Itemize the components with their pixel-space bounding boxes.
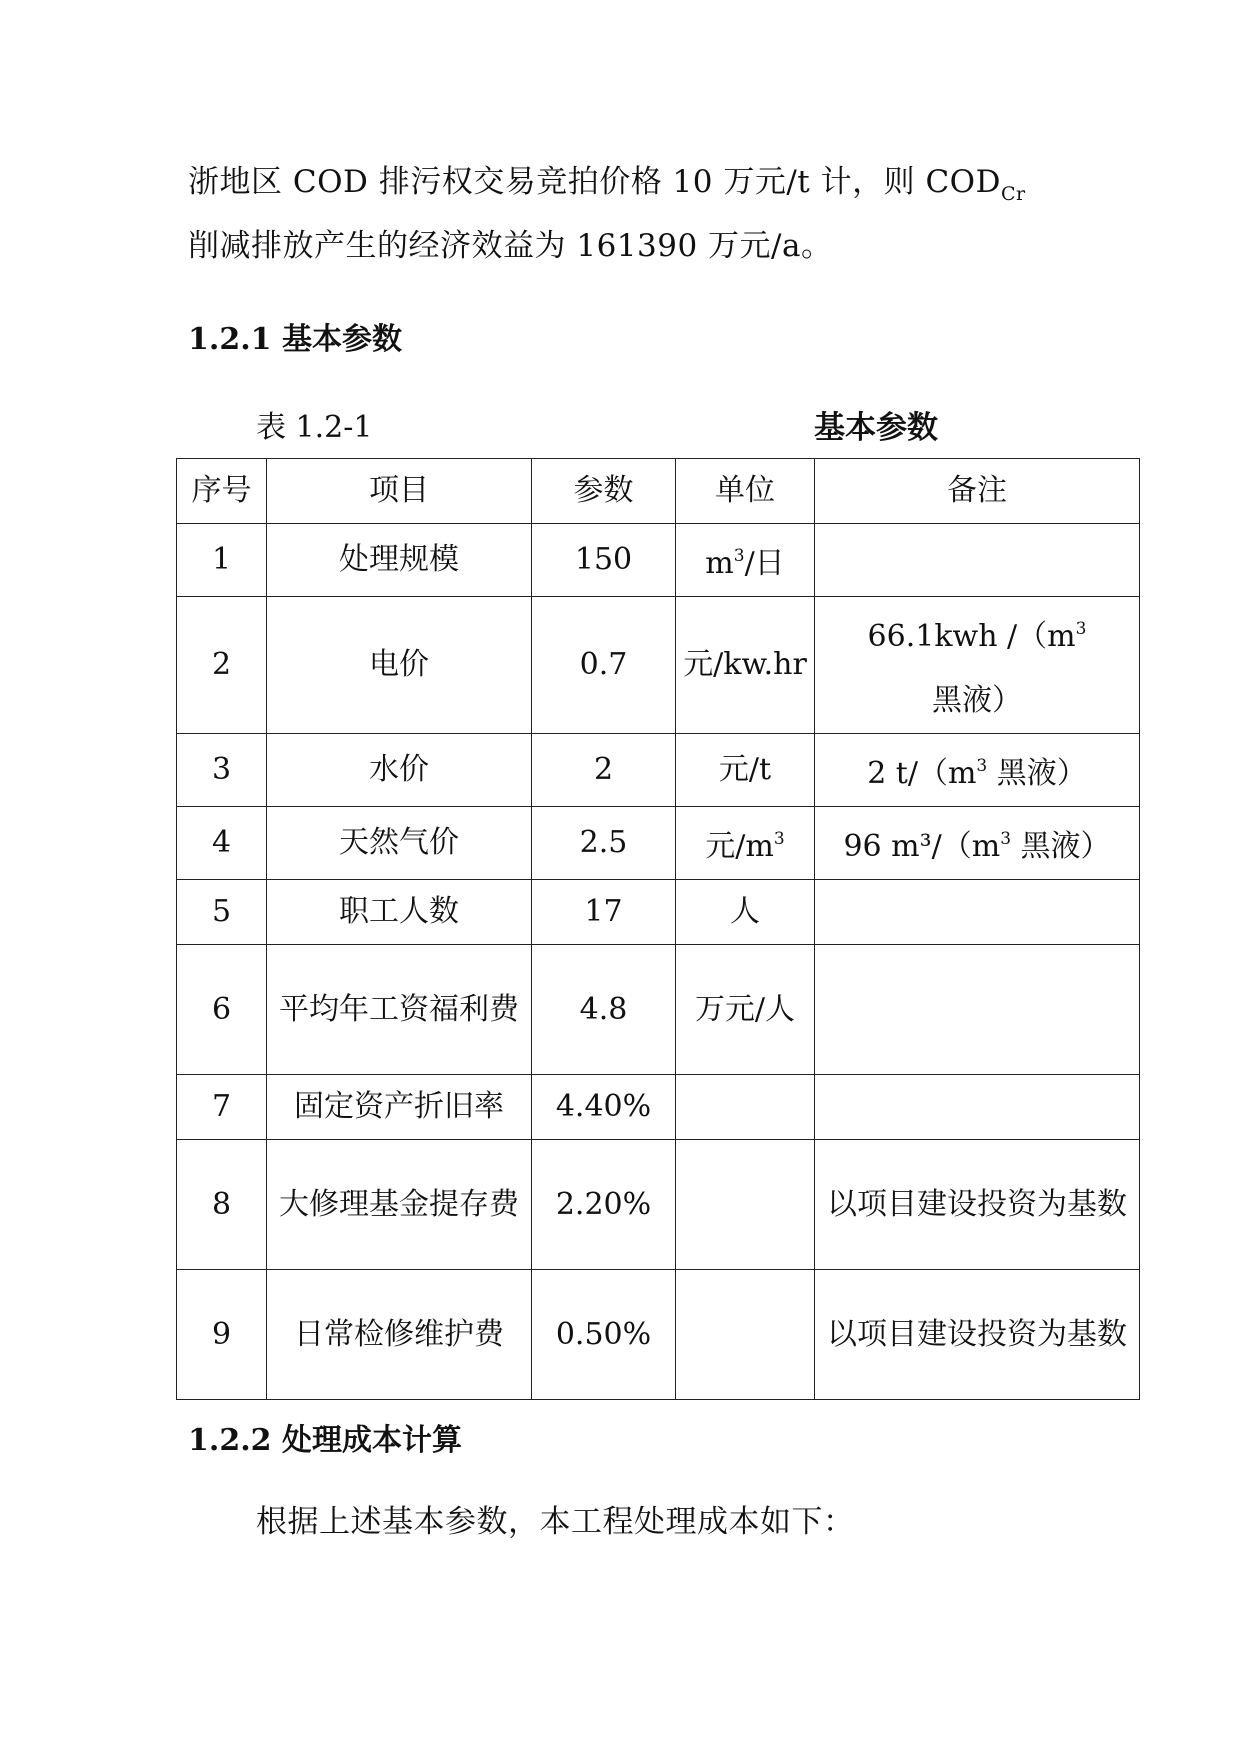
cod-subscript: Cr bbox=[1000, 183, 1026, 205]
note-text: 96 m³/（m bbox=[843, 829, 1001, 864]
cell-unit: 元/t bbox=[676, 734, 815, 807]
table-row bbox=[177, 597, 1140, 734]
cell-no: 4 bbox=[177, 807, 267, 880]
table-caption-title: 基本参数 bbox=[814, 410, 938, 446]
cell-no: 9 bbox=[177, 1270, 267, 1400]
cell-no: 1 bbox=[177, 524, 267, 597]
cell-no: 2 bbox=[177, 597, 267, 734]
cell-note: 以项目建设投资为基数 bbox=[815, 1270, 1140, 1400]
cell-note bbox=[815, 524, 1140, 597]
paragraph-line-2: 削减排放产生的经济效益为 161390 万元/a。 bbox=[188, 228, 833, 264]
cell-value: 4.40% bbox=[532, 1075, 676, 1140]
cell-unit bbox=[676, 524, 815, 597]
note-text-post: 黑液） bbox=[1011, 829, 1111, 864]
table-row bbox=[177, 945, 1140, 1075]
header-cell: 单位 bbox=[676, 459, 815, 524]
cell-unit bbox=[676, 1140, 815, 1270]
unit-text: m bbox=[705, 546, 734, 581]
note-text-post: 黑液） bbox=[932, 683, 1022, 718]
unit-superscript: 3 bbox=[733, 546, 745, 566]
note-superscript: 3 bbox=[1000, 829, 1012, 849]
cell-value: 0.50% bbox=[532, 1270, 676, 1400]
table-row bbox=[177, 734, 1140, 807]
unit-superscript: 3 bbox=[773, 829, 785, 849]
cell-unit: 万元/人 bbox=[676, 945, 815, 1075]
unit-text-post: /日 bbox=[744, 546, 785, 581]
cell-note bbox=[815, 945, 1140, 1075]
cell-value: 0.7 bbox=[532, 597, 676, 734]
table-row bbox=[177, 1140, 1140, 1270]
cell-value: 4.8 bbox=[532, 945, 676, 1075]
cell-no: 3 bbox=[177, 734, 267, 807]
cell-unit: 元/kw.hr bbox=[676, 597, 815, 734]
table-row bbox=[177, 807, 1140, 880]
header-cell: 参数 bbox=[532, 459, 676, 524]
cell-no: 5 bbox=[177, 880, 267, 945]
cell-note: 以项目建设投资为基数 bbox=[815, 1140, 1140, 1270]
header-cell: 项目 bbox=[267, 459, 532, 524]
cell-unit: 人 bbox=[676, 880, 815, 945]
note-text-post: 黑液） bbox=[987, 756, 1087, 791]
body-paragraph: 根据上述基本参数，本工程处理成本如下： bbox=[256, 1504, 855, 1540]
cell-item: 职工人数 bbox=[267, 880, 532, 945]
section-heading-cost-calculation: 1.2.2 处理成本计算 bbox=[188, 1423, 462, 1458]
cell-no: 7 bbox=[177, 1075, 267, 1140]
basic-parameters-table bbox=[176, 458, 1140, 1400]
cell-value: 2.5 bbox=[532, 807, 676, 880]
cell-unit bbox=[676, 807, 815, 880]
cell-note bbox=[815, 597, 1140, 734]
cell-item: 日常检修维护费 bbox=[267, 1270, 532, 1400]
cell-value: 2 bbox=[532, 734, 676, 807]
note-text: 2 t/（m bbox=[867, 756, 977, 791]
note-text: 66.1kwh /（m bbox=[867, 619, 1076, 654]
cell-item: 水价 bbox=[267, 734, 532, 807]
cell-unit bbox=[676, 1075, 815, 1140]
note-superscript: 3 bbox=[976, 756, 988, 776]
cell-item: 天然气价 bbox=[267, 807, 532, 880]
cell-value: 2.20% bbox=[532, 1140, 676, 1270]
cell-no: 6 bbox=[177, 945, 267, 1075]
header-cell: 备注 bbox=[815, 459, 1140, 524]
note-superscript: 3 bbox=[1075, 619, 1087, 639]
section-heading-basic-parameters: 1.2.1 基本参数 bbox=[188, 322, 402, 357]
table-row bbox=[177, 1270, 1140, 1400]
cell-note bbox=[815, 807, 1140, 880]
cell-item: 处理规模 bbox=[267, 524, 532, 597]
cell-value: 150 bbox=[532, 524, 676, 597]
table-row bbox=[177, 880, 1140, 945]
cell-note bbox=[815, 734, 1140, 807]
cell-note bbox=[815, 1075, 1140, 1140]
cell-item: 固定资产折旧率 bbox=[267, 1075, 532, 1140]
cell-item: 大修理基金提存费 bbox=[267, 1140, 532, 1270]
table-header-row bbox=[177, 459, 1140, 524]
cell-unit bbox=[676, 1270, 815, 1400]
unit-text: 元/m bbox=[705, 829, 774, 864]
cell-no: 8 bbox=[177, 1140, 267, 1270]
table-row bbox=[177, 1075, 1140, 1140]
paragraph-line-1-text: 浙地区 COD 排污权交易竞拍价格 10 万元/t 计，则 COD bbox=[188, 164, 1001, 200]
cell-item: 平均年工资福利费 bbox=[267, 945, 532, 1075]
table-row bbox=[177, 524, 1140, 597]
paragraph-line-1 bbox=[188, 162, 1026, 214]
header-cell: 序号 bbox=[177, 459, 267, 524]
cell-value: 17 bbox=[532, 880, 676, 945]
table-caption-number: 表 1.2-1 bbox=[256, 410, 373, 445]
cell-note bbox=[815, 880, 1140, 945]
cell-item: 电价 bbox=[267, 597, 532, 734]
